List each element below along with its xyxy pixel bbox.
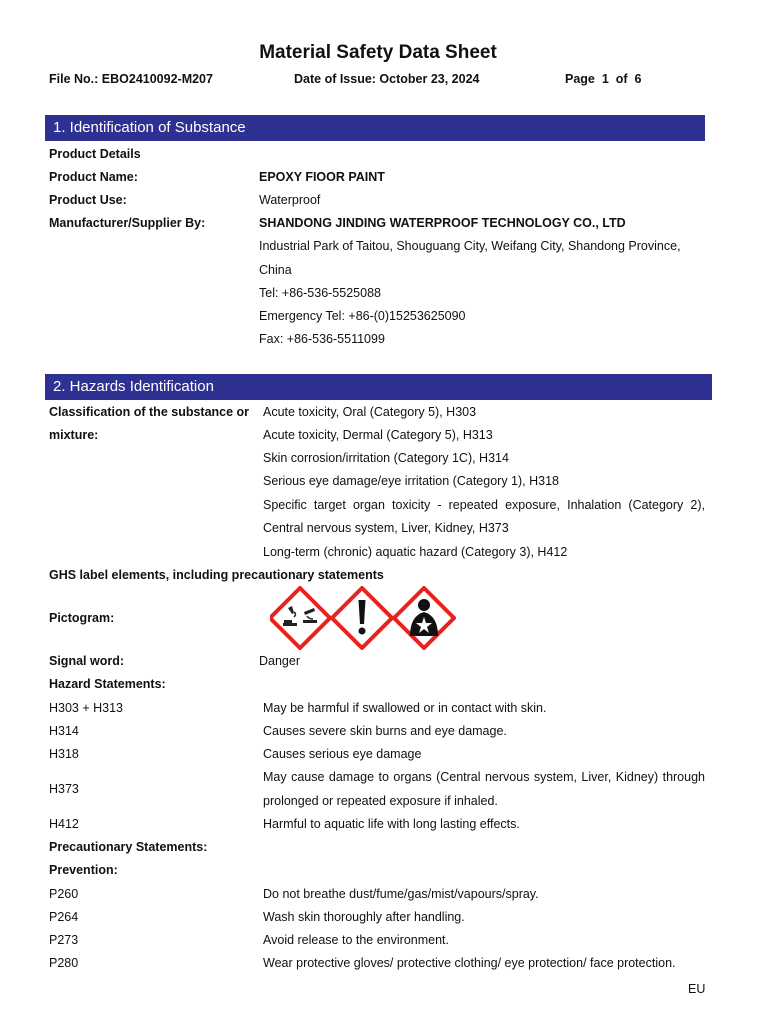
hazard-text: May cause damage to organs (Central nervous system, Liver, Kidney) through <box>263 770 705 784</box>
hazard-text: prolonged or repeated exposure if inhaled. <box>263 794 498 808</box>
hazard-code: H318 <box>49 747 79 761</box>
classification-item: Serious eye damage/eye irritation (Category 1), H318 <box>263 474 559 488</box>
product-use-value: Waterproof <box>259 193 321 207</box>
prevention-text: Wear protective gloves/ protective clothing/ eye protection/ face protection. <box>263 956 676 970</box>
fax: Fax: +86-536-5511099 <box>259 332 385 346</box>
hazard-text: Causes severe skin burns and eye damage. <box>263 724 507 738</box>
prevention-code: P260 <box>49 887 79 901</box>
section-1-heading: 1. Identification of Substance <box>45 115 705 141</box>
classification-item: Skin corrosion/irritation (Category 1C), H314 <box>263 451 509 465</box>
section-2-heading: 2. Hazards Identification <box>45 374 712 400</box>
product-name-label: Product Name: <box>49 170 138 184</box>
hazard-code: H373 <box>49 782 79 796</box>
classification-label-1: Classification of the substance or <box>49 405 250 419</box>
prevention-code: P280 <box>49 956 79 970</box>
classification-item: Specific target organ toxicity - repeated exposure, Inhalation (Category 2), <box>263 498 705 512</box>
hazard-code: H314 <box>49 724 79 738</box>
address-line-1: Industrial Park of Taitou, Shouguang City, Weifang City, Shandong Province, <box>259 239 681 253</box>
product-details-label: Product Details <box>49 147 141 161</box>
prevention-text: Do not breathe dust/fume/gas/mist/vapours/spray. <box>263 887 539 901</box>
signal-word-value: Danger <box>259 654 300 668</box>
file-number: File No.: EBO2410092-M207 <box>49 72 213 86</box>
manufacturer-value: SHANDONG JINDING WATERPROOF TECHNOLOGY CO., LTD <box>259 216 626 230</box>
product-name-row <box>49 166 709 189</box>
prevention-label: Prevention: <box>49 863 118 877</box>
address-line-2: China <box>259 263 292 277</box>
hazard-code: H303 + H313 <box>49 701 124 715</box>
classification-item: Acute toxicity, Dermal (Category 5), H313 <box>263 428 493 442</box>
product-use-label: Product Use: <box>49 193 127 207</box>
classification-label-2: mixture: <box>49 428 99 442</box>
classification-item: Long-term (chronic) aquatic hazard (Category 3), H412 <box>263 545 568 559</box>
footer-region: EU <box>688 982 706 996</box>
hazard-code: H412 <box>49 817 79 831</box>
page-number: Page 1 of 6 <box>565 72 642 86</box>
pictogram-label: Pictogram: <box>49 611 115 625</box>
manufacturer-row <box>49 212 709 235</box>
manufacturer-label: Manufacturer/Supplier By: <box>49 216 206 230</box>
product-name-value: EPOXY FIOOR PAINT <box>259 170 385 184</box>
precautionary-label: Precautionary Statements: <box>49 840 208 854</box>
hazard-statements-label: Hazard Statements: <box>49 677 166 691</box>
health-hazard-pictogram-icon <box>394 588 454 648</box>
emergency-tel: Emergency Tel: +86-(0)15253625090 <box>259 309 466 323</box>
issue-date: Date of Issue: October 23, 2024 <box>294 72 480 86</box>
product-use-row <box>49 189 709 212</box>
ghs-label: GHS label elements, including precautionary statements <box>49 568 384 582</box>
prevention-code: P264 <box>49 910 79 924</box>
prevention-code: P273 <box>49 933 79 947</box>
tel: Tel: +86-536-5525088 <box>259 286 381 300</box>
exclamation-pictogram-icon <box>332 588 392 648</box>
hazard-text: Harmful to aquatic life with long lasting effects. <box>263 817 520 831</box>
document-title: Material Safety Data Sheet <box>259 42 497 63</box>
classification-item: Acute toxicity, Oral (Category 5), H303 <box>263 405 477 419</box>
signal-word-label: Signal word: <box>49 654 124 668</box>
hazard-text: Causes serious eye damage <box>263 747 422 761</box>
prevention-text: Wash skin thoroughly after handling. <box>263 910 465 924</box>
hazard-text: May be harmful if swallowed or in contact with skin. <box>263 701 547 715</box>
corrosion-pictogram-icon <box>270 588 330 648</box>
pictograms <box>270 586 456 650</box>
prevention-text: Avoid release to the environment. <box>263 933 449 947</box>
classification-item: Central nervous system, Liver, Kidney, H373 <box>263 521 509 535</box>
